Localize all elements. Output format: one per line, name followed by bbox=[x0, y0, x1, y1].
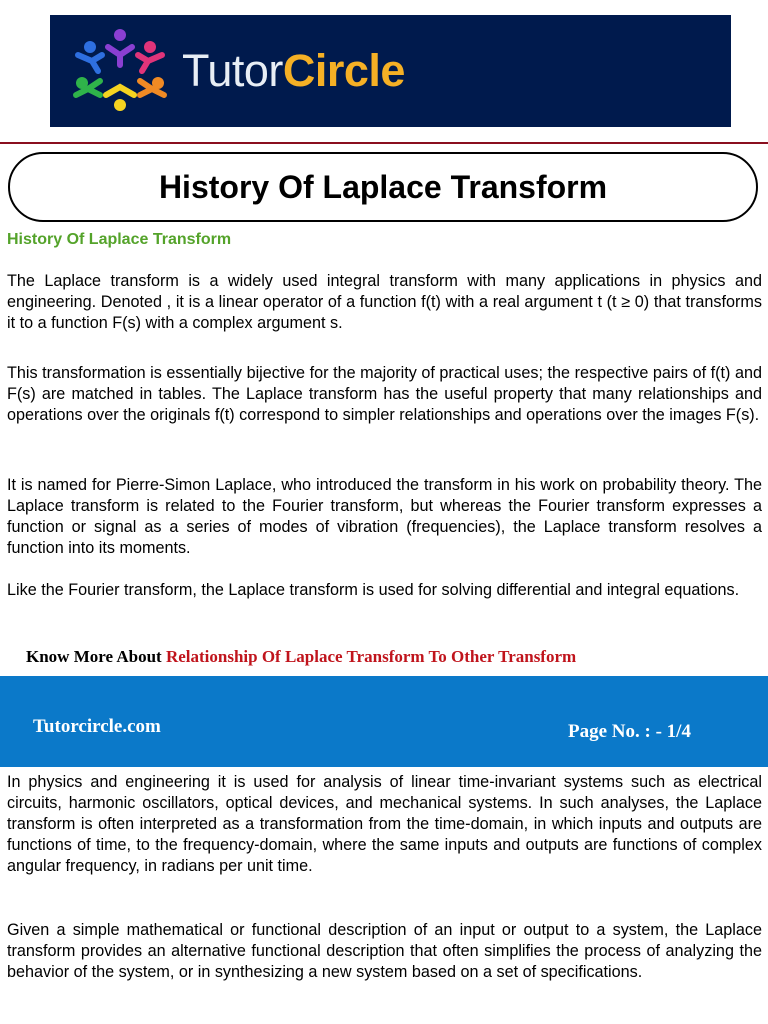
brand-word-tutor: Tutor bbox=[182, 45, 283, 96]
footer-page-number: Page No. : - 1/4 bbox=[568, 721, 691, 742]
know-more-link[interactable]: Relationship Of Laplace Transform To Other Transform bbox=[165, 647, 577, 666]
logo-banner bbox=[50, 15, 731, 127]
footer-site-link[interactable]: Tutorcircle.com bbox=[33, 716, 161, 737]
paragraph-1: The Laplace transform is a widely used integral transform with many applications in physics and engineering. Denoted , it is a linear operator of a function f(t) with a real argument t (t ≥ 0) that transforms it to a function F(s) with a complex argument s. bbox=[7, 272, 762, 332]
know-more-prefix: Know More About bbox=[26, 647, 166, 666]
paragraph-4: Like the Fourier transform, the Laplace transform is used for solving differential and integral equations. bbox=[7, 581, 740, 599]
page-title: History Of Laplace Transform bbox=[158, 168, 608, 205]
brand-word-circle: Circle bbox=[282, 45, 405, 96]
paragraph-2: This transformation is essentially bijective for the majority of practical uses; the respective pairs of f(t) and F(s) are matched in tables. The Laplace transform has the useful property that many relationships and operations over the originals f(t) correspond to simpler relationships and operations over the images F(s). bbox=[7, 364, 762, 424]
footer-band bbox=[0, 676, 768, 767]
people-circle-logo-icon bbox=[70, 25, 170, 115]
know-more-line bbox=[26, 647, 766, 667]
section-heading: History Of Laplace Transform bbox=[7, 231, 232, 248]
header-divider bbox=[0, 142, 768, 144]
title-box bbox=[8, 152, 758, 222]
page2-paragraph-1: In physics and engineering it is used for analysis of linear time-invariant systems such as electrical circuits, harmonic oscillators, optical devices, and mechanical systems. In such analyses, the Laplace transform is often interpreted as a transformation from the time-domain, in which inputs and outputs are functions of time, to the frequency-domain, where the same inputs and outputs are functions of complex angular frequency, in radians per unit time. bbox=[7, 773, 762, 875]
paragraph-3: It is named for Pierre-Simon Laplace, who introduced the transform in his work on probability theory. The Laplace transform is related to the Fourier transform, but whereas the Fourier transform expresses a function or signal as a series of modes of vibration (frequencies), the Laplace transform resolves a function into its moments. bbox=[7, 476, 762, 557]
brand-wordmark bbox=[182, 45, 405, 97]
page2-paragraph-2: Given a simple mathematical or functional description of an input or output to a system, the Laplace transform provides an alternative functional description that often simplifies the process of analyzing the behavior of the system, or in synthesizing a new system based on a set of specifications. bbox=[7, 921, 762, 981]
